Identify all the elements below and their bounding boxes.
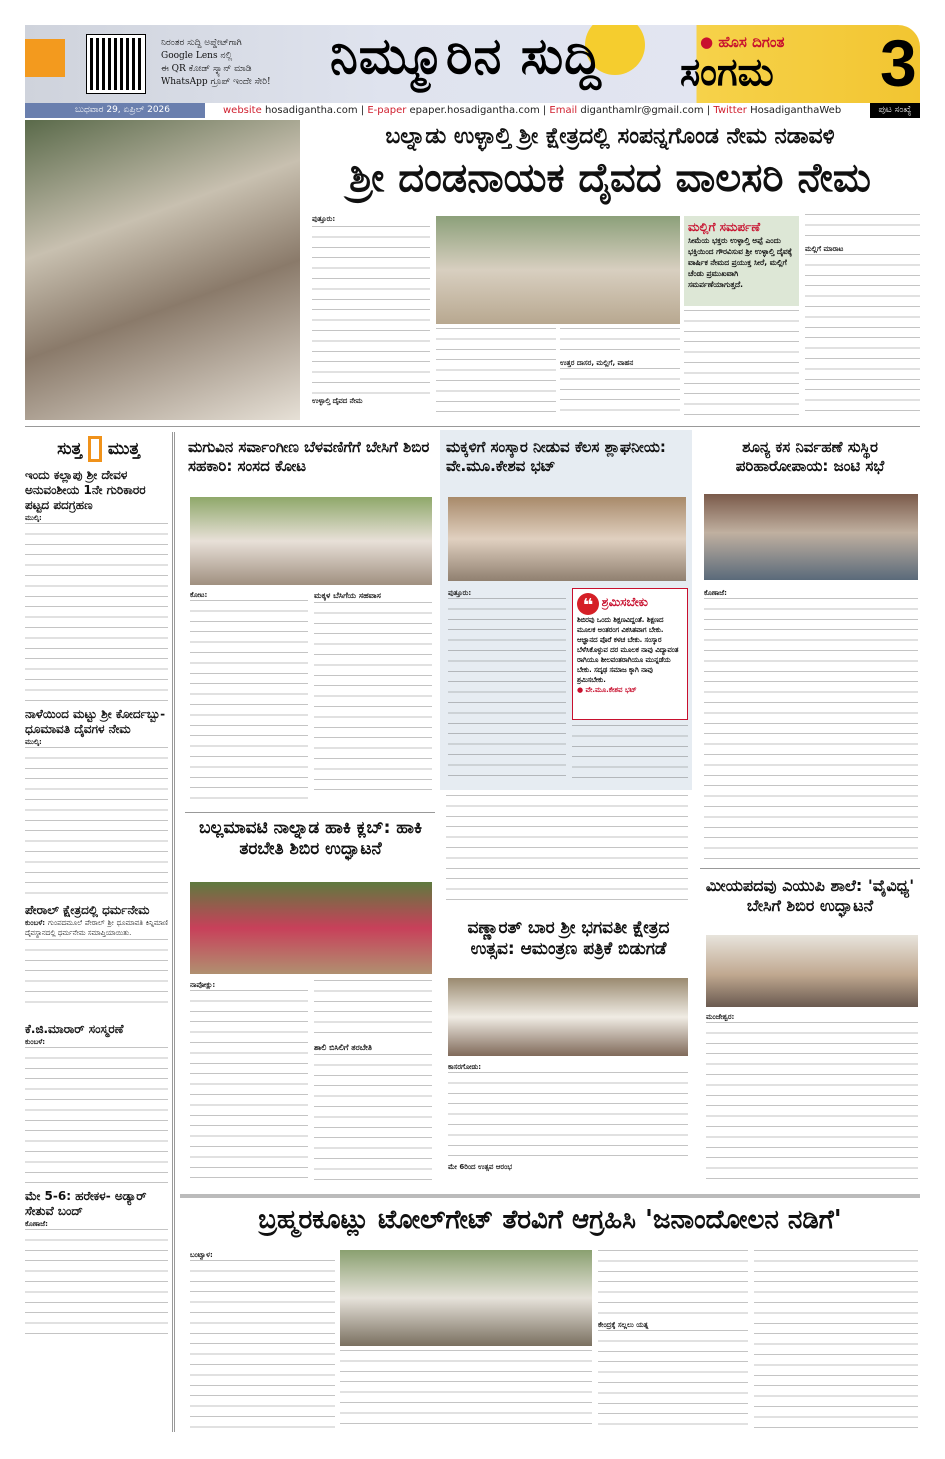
photo-samskara <box>448 497 686 581</box>
twitter-link[interactable]: HosadiganthaWeb <box>750 105 842 116</box>
dateline: ಪುತ್ತೂರು: <box>448 589 472 597</box>
story-body <box>190 980 308 1190</box>
story-body <box>25 737 172 899</box>
photo-protest-walk <box>340 1250 592 1346</box>
page-label: ಪುಟ ಸಂಖ್ಯೆ <box>870 103 920 118</box>
text-lines <box>25 1047 168 1183</box>
text-lines <box>314 1054 432 1184</box>
story-body <box>190 590 308 805</box>
story-headline: ಮಕ್ಕಳಿಗೆ ಸಂಸ್ಕಾರ ನೀಡುವ ಕೆಲಸ ಶ್ಲಾಘನೀಯ: ವೇ.ಮೂ.ಕೇಶವ ಭಟ್ <box>446 438 666 475</box>
box-text: ಸೀಮೆಯ ಭಕ್ತರು ಉಳ್ಳಾಲ್ತಿ ಅಪ್ಪೆ ಎಂದು ಭಕ್ತಿಯಿಂದ ಗೌರವಿಸುವ ಶ್ರೀ ಉಳ್ಳಾಲ್ತಿ ದೈವಕ್ಕೆ ವಾರ್ಷಿಕ ನೇಮದ ಪ್ರಯುಕ್ತ ಸೀರೆ, ಮಲ್ಲಿಗೆ ಚೆಂಡು ಪ್ರಮುಖವಾಗಿ ಸಮರ್ಪಣೆಯಾಗುತ್ತದೆ. <box>688 236 793 289</box>
photo-school-camp <box>706 935 918 1007</box>
lead-headline: ಶ್ರೀ ದಂಡನಾಯಕ ದೈವದ ವಾಲಸರಿ ನೇಮ <box>349 155 871 201</box>
text-lines <box>805 214 920 244</box>
dateline: ಕೊಣಾಜೆ: <box>704 589 727 597</box>
story-body <box>706 1012 918 1190</box>
divider <box>700 868 920 869</box>
story-headline: ಮಗುವಿನ ಸರ್ವಾಂಗೀಣ ಬೆಳವಣಿಗೆಗೆ ಬೇಸಿಗೆ ಶಿಬಿರ ಸಹಕಾರಿ: ಸಂಸದ ಕೋಟ <box>188 438 430 475</box>
lead-body-col1 <box>312 214 430 419</box>
story-body <box>314 980 432 1190</box>
divider <box>185 812 435 813</box>
story-body <box>704 588 918 863</box>
brand-logo: ● ಹೊಸ ದಿಗಂತ <box>700 33 785 51</box>
text-lines <box>754 1250 918 1430</box>
photo-hockey <box>190 882 432 974</box>
story-headline: ಶೂನ್ಯ ಕಸ ನಿರ್ವಹಣೆ ಸುಸ್ಥಿರ ಪರಿಹಾರೋಪಾಯ: ಜಂಟಿ ಸಭೆ <box>735 438 885 475</box>
text-lines <box>598 1250 748 1320</box>
lead-subhead: ಮಲ್ಲಿಗೆ ಮಾರಾಟ <box>805 245 844 253</box>
divider <box>25 426 920 427</box>
story-headline: ನಾಳೆಯಿಂದ ಮಟ್ಟು ಶ್ರೀ ಕೋರ್ದಬ್ಬು- ಧೂಮಾವತಿ ದೈವಗಳ ನೇಮ <box>25 707 166 736</box>
story-body <box>25 918 172 1018</box>
quote-icon: ❝ <box>577 593 599 615</box>
text-lines <box>190 1260 335 1428</box>
dateline: ಕುಂಬಳೆ: <box>25 1038 46 1046</box>
quote-box <box>572 588 688 720</box>
photo-invitation <box>448 978 688 1056</box>
dateline: ಕೋಟ: <box>190 591 208 599</box>
quote-title: ಶ್ರಮಿಸಬೇಕು <box>601 595 648 609</box>
subhead: ಶಾಲಿ ಬಿಸಿಲಿಗೆ ತರಬೇತಿ <box>314 1043 373 1052</box>
story-body <box>314 590 432 805</box>
text-lines <box>446 795 688 905</box>
info-bar <box>25 103 920 118</box>
lead-body-col5 <box>805 214 920 420</box>
brand-name: ಹೊಸ ದಿಗಂತ <box>718 33 785 51</box>
qr-line: ಈ QR ಕೋಡ್ ಸ್ಕ್ಯಾನ್ ಮಾಡಿ <box>161 64 252 74</box>
text-lines <box>684 310 799 420</box>
quote-text: ಶಿಬಿರವು ಒಂದು ಶಿಕ್ಷಣವಿದ್ದಂತೆ. ಶಿಕ್ಷಣದ ಮೂಲಕ ಅಂತರಂಗ ವಿಕಸಿತವಾಗ ಬೇಕು. ಆಜ್ಞಾನದ ಪೊರೆ ಕಳಚ ಬೇಕು. ಸಂಸ್ಕಾರ ಬೆಳೆಸಿಕೊಳ್ಳುವ ದರ ಮೂಲಕ ನಾವು ವಿದ್ಯಾವಂತ ರಾಗಿಯೂ ಶೀಲವಂತರಾಗಿಯೂ ಮುನ್ನಡೆಯ ಬೇಕು. ಸದೃಢ ಸಮಾಜ ಕ್ಕಾಗಿ ನಾವು ಶ್ರಮಿಸಬೇಕು. <box>577 616 679 684</box>
dateline: ನಾಪೋಕ್ಲು: <box>190 981 216 989</box>
logo-text: ಸುತ್ತ <box>57 439 82 459</box>
text-lines <box>448 598 566 783</box>
text-lines <box>704 598 918 860</box>
photo-meeting <box>704 494 918 580</box>
qr-line: Google Lens ನಲ್ಲಿ <box>161 51 233 61</box>
story-body <box>754 1250 918 1430</box>
text-lines <box>190 600 308 800</box>
qr-line: ನಿರಂತರ ಸುದ್ದಿ ಅಪ್ಡೇಟ್‌ಗಾಗಿ <box>161 38 242 48</box>
text-lines <box>314 602 432 797</box>
text-lines <box>190 990 308 1186</box>
lead-subhead: ಉಳ್ಳಾಲ್ತಿ ದೈವದ ನೇಮ <box>312 397 363 406</box>
dateline: ಕುಂಬಳೆ: <box>25 919 46 927</box>
divider <box>180 1194 920 1198</box>
story-headline: ಬ್ರಹ್ಮರಕೂಟ್ಲು ಟೋಲ್‌ಗೇಟ್ ತೆರವಿಗೆ ಆಗ್ರಹಿಸಿ 'ಜನಾಂದೋಲನ ನಡಿಗೆ' <box>258 1205 842 1235</box>
lead-kicker: ಬಲ್ನಾಡು ಉಳ್ಳಾಲ್ತಿ ಶ್ರೀ ಕ್ಷೇತ್ರದಲ್ಲಿ ಸಂಪನ್ನಗೊಂಡ ನೇಮ ನಡಾವಳಿ <box>385 124 835 149</box>
door-icon <box>88 436 102 462</box>
email-link[interactable]: diganthamlr@gmail.com <box>580 105 704 116</box>
story-body <box>25 1219 172 1339</box>
lead-photo-nema <box>25 120 300 420</box>
twitter-label: Twitter <box>713 105 747 116</box>
quote-byline: ● ವೇ.ಮೂ.ಕೇಶವ ಭಟ್ <box>577 686 637 694</box>
text-lines <box>436 328 556 420</box>
lead-body-col2 <box>436 328 556 420</box>
email-label: Email <box>549 105 578 116</box>
text-lines <box>560 368 680 418</box>
decor-bar <box>25 39 65 77</box>
issue-date: ಬುಧವಾರ 29, ಏಪ್ರಿಲ್ 2026 <box>25 103 205 118</box>
story-body <box>598 1250 748 1430</box>
subhead: ಮಕ್ಕಳ ಬೆಸಿಗೆಯ ಸಹವಾಸ <box>314 591 381 600</box>
qr-code[interactable] <box>87 35 145 93</box>
text-lines <box>572 725 688 787</box>
lead-body-col4 <box>684 310 799 420</box>
box-title: ಮಲ್ಲಿಗೆ ಸಮರ್ಪಣೆ <box>688 220 761 234</box>
qr-line: WhatsApp ಗ್ರೂಪ್ ಇಂದೇ ಸೇರಿ! <box>161 77 271 87</box>
story-headline: ಮೀಯಪದವು ಎಯುಪಿ ಶಾಲೆ: 'ವೈವಿಧ್ಯ' ಬೇಸಿಗೆ ಶಿಬಿರ ಉದ್ಘಾಟನೆ <box>705 876 915 915</box>
story-body <box>448 1062 688 1190</box>
contact-links: website hosadigantha.com | E-paper epaper.hosadigantha.com | Email diganthamlr@gmail.com | Twitter HosadiganthaWeb <box>223 105 842 116</box>
text-lines <box>448 1072 688 1162</box>
logo-text: ಮುತ್ತ <box>107 439 140 459</box>
masthead <box>25 25 920 103</box>
story-headline: ವಣ್ಣಾರತ್ ಬಾರ ಶ್ರೀ ಭಗವತೀ ಕ್ಷೇತ್ರದ ಉತ್ಸವ: ಆಮಂತ್ರಣ ಪತ್ರಿಕೆ ಬಿಡುಗಡೆ <box>467 918 670 960</box>
story-headline: ಕೆ.ಜಿ.ಮಾರಾರ್ ಸಂಸ್ಮರಣೆ <box>25 1022 124 1036</box>
dateline: ಕೊಣಾಜೆ: <box>25 1220 48 1228</box>
epaper-link[interactable]: epaper.hosadigantha.com <box>409 105 540 116</box>
text-lines <box>25 1229 168 1339</box>
lead-photo-procession <box>436 216 680 324</box>
lead-dateline: ಪುತ್ತೂರು: <box>312 215 336 223</box>
story-body <box>190 1250 335 1430</box>
story-body <box>446 795 688 913</box>
story-headline: ಮೇ 5-6: ಹರೇಕಳ- ಅಡ್ಯಾರ್ ಸೇತುವೆ ಬಂದ್ <box>25 1189 147 1218</box>
lead-body-col3 <box>560 328 680 420</box>
lead-subhead: ಉತ್ತರ ದಾಸರ, ಮಲ್ಲಿಗೆ, ವಾಹನ <box>560 359 634 367</box>
left-column <box>25 432 175 1432</box>
subhead: ಮೇ 6ರಿಂದ ಉತ್ಸವ ಆರಂಭ <box>448 1163 513 1172</box>
text-lines <box>314 980 432 1042</box>
story-body <box>25 513 172 703</box>
website-link[interactable]: hosadigantha.com <box>264 105 358 116</box>
supplement-name: ಸಂಗಮ <box>680 50 774 94</box>
dateline: ಮಂಜೇಶ್ವರ: <box>706 1013 735 1021</box>
page-number: 3 <box>880 26 917 100</box>
text-lines <box>340 1350 592 1430</box>
story-text: ಗುಂಪದಮೂಲೆ ಪೇರಾಲ್ ಶ್ರೀ ಧೂಮಾವತಿ ಕಿನ್ನಿಮಾಣಿ ದೈವಸ್ಥಾನದಲ್ಲಿ ಧರ್ಮನೇಮ ಸಮಾಪ್ತಿಯಾಯಿತು. <box>25 919 168 938</box>
photo-camp <box>190 497 432 585</box>
story-headline: ಇಂದು ಕಲ್ಲಾಪು ಶ್ರೀ ದೇವಳ ಅನುವಂಶೀಯ 1ನೇ ಗುರಿಕಾರರ ಪಟ್ಟದ ಪದಗ್ರಹಣ <box>25 468 146 512</box>
text-lines <box>25 747 168 897</box>
story-headline: ಪೇರಾಲ್ ಕ್ಷೇತ್ರದಲ್ಲಿ ಧರ್ಮನೇಮ <box>25 903 150 917</box>
text-lines <box>560 328 680 358</box>
website-label: website <box>223 105 262 116</box>
text-lines <box>706 1022 918 1187</box>
dateline: ಮುಲ್ಕಿ: <box>25 514 42 522</box>
sutta-mutta-logo <box>25 432 172 462</box>
text-lines <box>25 523 168 701</box>
text-lines <box>805 254 920 414</box>
text-lines <box>25 939 168 1009</box>
quote-author: ವೇ.ಮೂ.ಕೇಶವ ಭಟ್ <box>585 686 637 694</box>
epaper-label: E-paper <box>367 105 407 116</box>
sidebar-box <box>684 216 799 306</box>
section-title: ನಿಮ್ಮೂರಿನ ಸುದ್ದಿ <box>330 27 602 85</box>
dateline: ಮುಲ್ಕಿ: <box>25 738 42 746</box>
story-body <box>448 588 566 786</box>
story-headline: ಬಲ್ಲಮಾವಟಿ ನಾಲ್ನಾಡ ಹಾಕಿ ಕ್ಲಬ್: ಹಾಕಿ ತರಬೇತಿ ಶಿಬಿರ ಉದ್ಘಾಟನೆ <box>198 818 423 860</box>
dateline: ಕಾಸರಗೋಡು: <box>448 1063 482 1071</box>
dateline: ಬಂಟ್ವಾಳ: <box>190 1251 213 1259</box>
text-lines <box>312 226 430 396</box>
qr-instructions <box>161 37 271 89</box>
story-body <box>340 1350 592 1430</box>
text-lines <box>598 1330 748 1425</box>
story-body <box>25 1037 172 1185</box>
subhead: ಕೇಂದ್ರಕ್ಕೆ ಸಲ್ಲಲು ಯತ್ನ <box>598 1321 649 1329</box>
story-body <box>572 725 688 787</box>
